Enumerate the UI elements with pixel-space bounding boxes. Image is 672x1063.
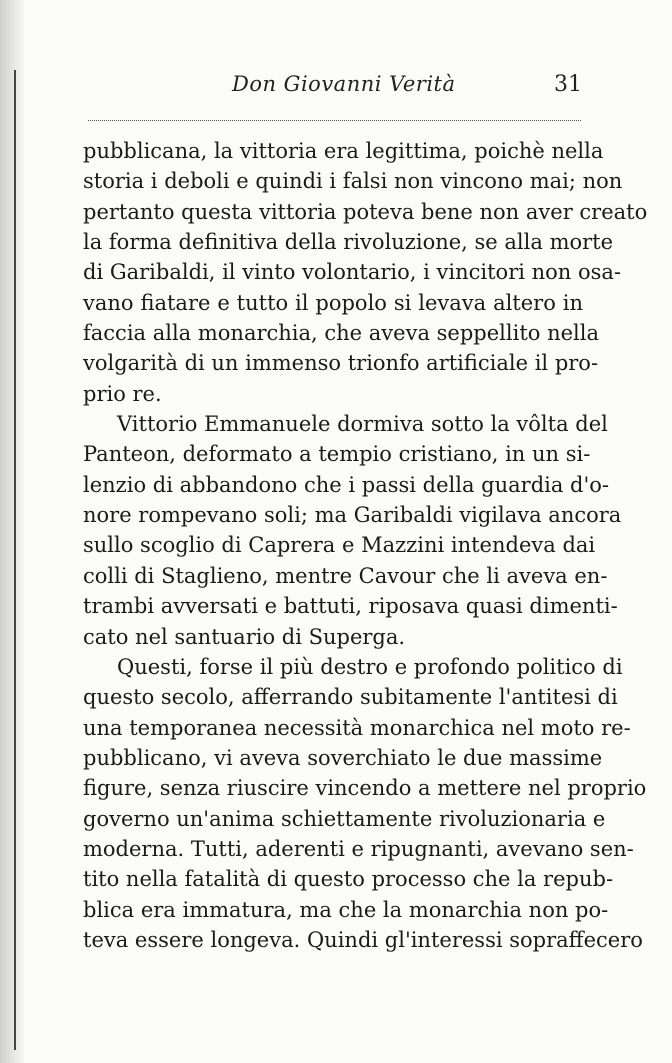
text-line: prio re. — [83, 381, 162, 406]
text-line: trambi avversati e battuti, riposava quasi dimenti- — [83, 594, 618, 619]
text-line: pertanto questa vittoria poteva bene non aver creato — [83, 199, 648, 224]
running-title: Don Giovanni Verità — [232, 72, 456, 96]
text-line: cato nel santuario di Superga. — [83, 624, 406, 649]
text-line: teva essere longeva. Quindi gl'interessi sopraffecero — [83, 927, 643, 952]
text-line: vano fiatare e tutto il popolo si levava altero in — [83, 290, 583, 315]
text-line: moderna. Tutti, aderenti e ripugnanti, avevano sen- — [83, 836, 634, 861]
text-line: di Garibaldi, il vinto volontario, i vincitori non osa- — [83, 260, 622, 285]
page-binding-shadow — [0, 0, 24, 1063]
text-line: faccia alla monarchia, che aveva seppellito nella — [83, 321, 599, 346]
text-line: sullo scoglio di Caprera e Mazzini intendeva dai — [83, 533, 596, 558]
text-line: colli di Staglieno, mentre Cavour che li aveva en- — [83, 563, 608, 588]
text-line: volgarità di un immenso trionfo artificiale il pro- — [83, 351, 599, 376]
text-line: una temporanea necessità monarchica nel moto re- — [83, 715, 631, 740]
body-text — [83, 136, 648, 955]
text-line: storia i deboli e quindi i falsi non vincono mai; non — [83, 169, 623, 194]
text-line: pubblicano, vi aveva soverchiato le due massime — [83, 745, 603, 770]
text-line: figure, senza riuscire vincendo a mettere nel proprio — [83, 776, 647, 801]
binding-edge-line — [14, 70, 16, 1050]
text-line: tito nella fatalità di questo processo che la repub- — [83, 867, 614, 892]
text-line: lenzio di abbandono che i passi della guardia d'o- — [83, 472, 610, 497]
text-line: Vittorio Emmanuele dormiva sotto la vôlta del — [117, 412, 608, 437]
header-dotted-rule — [88, 120, 581, 121]
text-line: nore rompevano soli; ma Garibaldi vigilava ancora — [83, 503, 622, 528]
text-line: la forma definitiva della rivoluzione, se alla morte — [83, 230, 614, 255]
text-line: questo secolo, afferrando subitamente l'antitesi di — [83, 685, 618, 710]
text-line: Questi, forse il più destro e profondo politico di — [117, 654, 623, 679]
text-line: Panteon, deformato a tempio cristiano, in un si- — [83, 442, 591, 467]
page-number: 31 — [554, 72, 582, 97]
text-line: pubblicana, la vittoria era legittima, poichè nella — [83, 139, 604, 163]
text-line: blica era immatura, ma che la monarchia non po- — [83, 897, 609, 922]
text-line: governo un'anima schiettamente rivoluzionaria e — [83, 806, 606, 831]
